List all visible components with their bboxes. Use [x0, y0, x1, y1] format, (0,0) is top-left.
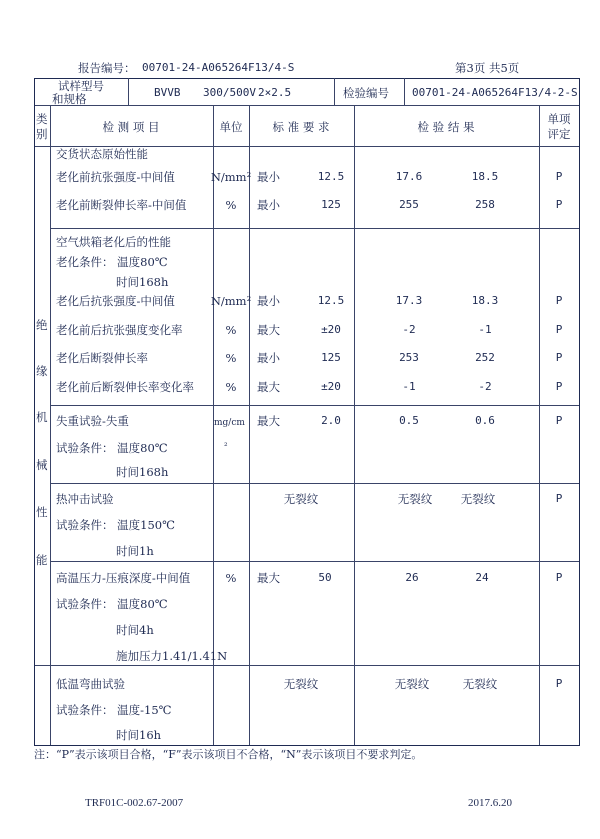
heat-shock-condition-time: 时间1h: [116, 544, 154, 558]
row-requirement: 最小: [257, 198, 280, 212]
row-eval: P: [555, 323, 563, 336]
row-standard: 无裂纹: [283, 677, 319, 691]
row-unit: N/mm²: [210, 294, 252, 308]
row-result-2: 无裂纹: [462, 677, 498, 691]
sample-label-line2: 和规格: [52, 92, 87, 106]
row-eval: P: [555, 294, 563, 307]
row-result-1: 无裂纹: [397, 492, 433, 506]
category-char-3: 机: [36, 410, 48, 424]
row-result-2: 0.6: [475, 414, 495, 427]
row-result-1: -2: [402, 323, 416, 336]
table-right-border: [579, 78, 580, 745]
row-result-1: 17.6: [395, 170, 423, 183]
row-result-2: 无裂纹: [460, 492, 496, 506]
row-item: 老化前后断裂伸长率变化率: [56, 380, 194, 394]
inspection-number-label: 检验编号: [343, 86, 389, 100]
row-requirement: 最小: [257, 170, 280, 184]
row-standard: 无裂纹: [283, 492, 319, 506]
row-unit: mg/cm: [214, 418, 245, 428]
row-unit: %: [225, 380, 237, 394]
category-char-5: 性: [36, 505, 48, 519]
table-left-border: [34, 78, 35, 745]
row-unit: %: [225, 571, 237, 585]
row-requirement: 最大: [257, 414, 280, 428]
row-result-1: 253: [399, 351, 419, 364]
row-eval: P: [555, 198, 563, 211]
row-result-2: 18.3: [471, 294, 499, 307]
row-result-2: 258: [475, 198, 495, 211]
row-result-1: 26: [405, 571, 419, 584]
oven-condition-temp: 老化条件： 温度80℃: [56, 255, 168, 269]
row-result-1: 17.3: [395, 294, 423, 307]
row-item: 老化前抗张强度-中间值: [56, 170, 175, 184]
info-divider-2: [334, 78, 335, 105]
col-item: 检 测 项 目: [102, 120, 160, 134]
cold-bend-condition-temp: 试验条件： 温度-15℃: [56, 703, 172, 717]
sample-size: 2×2.5: [258, 86, 292, 99]
col-unit: 单位: [219, 120, 243, 134]
row-result-1: -1: [402, 380, 416, 393]
unit-column-border: [249, 105, 250, 745]
report-number-value: 00701-24-A065264F13/4-S: [142, 61, 295, 74]
col-eval-line1: 单项: [547, 112, 571, 126]
table-bottom-border: [34, 745, 580, 746]
row-requirement: 最大: [257, 571, 280, 585]
delivery-title: 交货状态原始性能: [56, 147, 148, 161]
row-eval: P: [555, 380, 563, 393]
result-column-border: [539, 105, 540, 745]
row-result-2: 252: [475, 351, 495, 364]
row-result-2: 18.5: [471, 170, 499, 183]
info-divider-1: [128, 78, 129, 105]
category-char-1: 绝: [36, 318, 48, 332]
table-top-border: [34, 78, 580, 79]
standard-column-border: [354, 105, 355, 745]
row-result-2: 24: [475, 571, 489, 584]
row-standard: ±20: [321, 380, 341, 393]
pressure-condition-force: 施加压力1.41/1.41N: [116, 649, 228, 663]
info-row-bottom-border: [34, 105, 580, 106]
row-unit: N/mm²: [210, 170, 252, 184]
divider-after-pressure: [34, 665, 580, 666]
row-eval: P: [555, 492, 563, 505]
row-item: 热冲击试验: [56, 492, 114, 506]
divider-after-oven: [50, 405, 580, 406]
col-standard: 标 准 要 求: [272, 120, 330, 134]
row-result-2: -1: [478, 323, 492, 336]
row-standard: 50: [318, 571, 332, 584]
row-requirement: 最大: [257, 323, 280, 337]
sample-voltage: 300/500V: [203, 86, 256, 99]
row-eval: P: [555, 571, 563, 584]
row-standard: 125: [321, 351, 341, 364]
row-item: 老化后断裂伸长率: [56, 351, 148, 365]
oven-title: 空气烘箱老化后的性能: [56, 235, 171, 249]
issue-date: 2017.6.20: [468, 797, 512, 809]
row-unit: %: [225, 198, 237, 212]
category-char-6: 能: [36, 553, 48, 567]
info-divider-3: [404, 78, 405, 105]
oven-condition-time: 时间168h: [116, 275, 169, 289]
category-column-border: [50, 105, 51, 745]
row-eval: P: [555, 170, 563, 183]
category-char-2: 缘: [36, 364, 48, 378]
row-unit: %: [225, 323, 237, 337]
footnote: 注：“P”表示该项目合格，“F”表示该项目不合格，“N”表示该项目不要求判定。: [34, 748, 423, 761]
row-item: 失重试验-失重: [56, 414, 129, 428]
row-item: 老化前后抗张强度变化率: [56, 323, 183, 337]
row-eval: P: [555, 351, 563, 364]
row-standard: ±20: [321, 323, 341, 336]
row-unit: %: [225, 351, 237, 365]
category-char-4: 械: [36, 458, 48, 472]
weight-loss-condition-temp: 试验条件： 温度80℃: [56, 441, 168, 455]
inspection-number-value: 00701-24-A065264F13/4-2-S: [412, 86, 578, 99]
col-result: 检 验 结 果: [417, 120, 475, 134]
row-requirement: 最小: [257, 351, 280, 365]
row-requirement: 最小: [257, 294, 280, 308]
row-item: 高温压力-压痕深度-中间值: [56, 571, 191, 585]
col-category-line1: 类: [36, 112, 48, 126]
row-item: 老化后抗张强度-中间值: [56, 294, 175, 308]
col-eval-line2: 评定: [547, 127, 571, 141]
report-number-label: 报告编号：: [78, 61, 136, 75]
row-result-1: 0.5: [399, 414, 419, 427]
heat-shock-condition-temp: 试验条件： 温度150℃: [56, 518, 175, 532]
row-eval: P: [555, 414, 563, 427]
sample-label-line1: 试样型号: [58, 79, 104, 93]
row-standard: 2.0: [321, 414, 341, 427]
cold-bend-condition-time: 时间16h: [116, 728, 162, 742]
row-result-2: -2: [478, 380, 492, 393]
row-standard: 125: [321, 198, 341, 211]
sample-model: BVVB: [154, 86, 181, 99]
row-standard: 12.5: [317, 294, 345, 307]
row-eval: P: [555, 677, 563, 690]
row-requirement: 最大: [257, 380, 280, 394]
row-standard: 12.5: [317, 170, 345, 183]
pressure-condition-temp: 试验条件： 温度80℃: [56, 597, 168, 611]
page-info: 第3页 共5页: [455, 61, 520, 75]
form-code: TRF01C-002.67-2007: [85, 797, 184, 809]
col-category-line2: 别: [36, 127, 48, 141]
row-unit-exponent: ²: [224, 442, 228, 452]
row-result-1: 无裂纹: [394, 677, 430, 691]
divider-after-weight-loss: [50, 483, 580, 484]
row-result-1: 255: [399, 198, 419, 211]
row-item: 低温弯曲试验: [56, 677, 125, 691]
divider-after-heat-shock: [50, 561, 580, 562]
divider-after-delivery: [50, 228, 580, 229]
weight-loss-condition-time: 时间168h: [116, 465, 169, 479]
row-item: 老化前断裂伸长率-中间值: [56, 198, 187, 212]
pressure-condition-time: 时间4h: [116, 623, 154, 637]
